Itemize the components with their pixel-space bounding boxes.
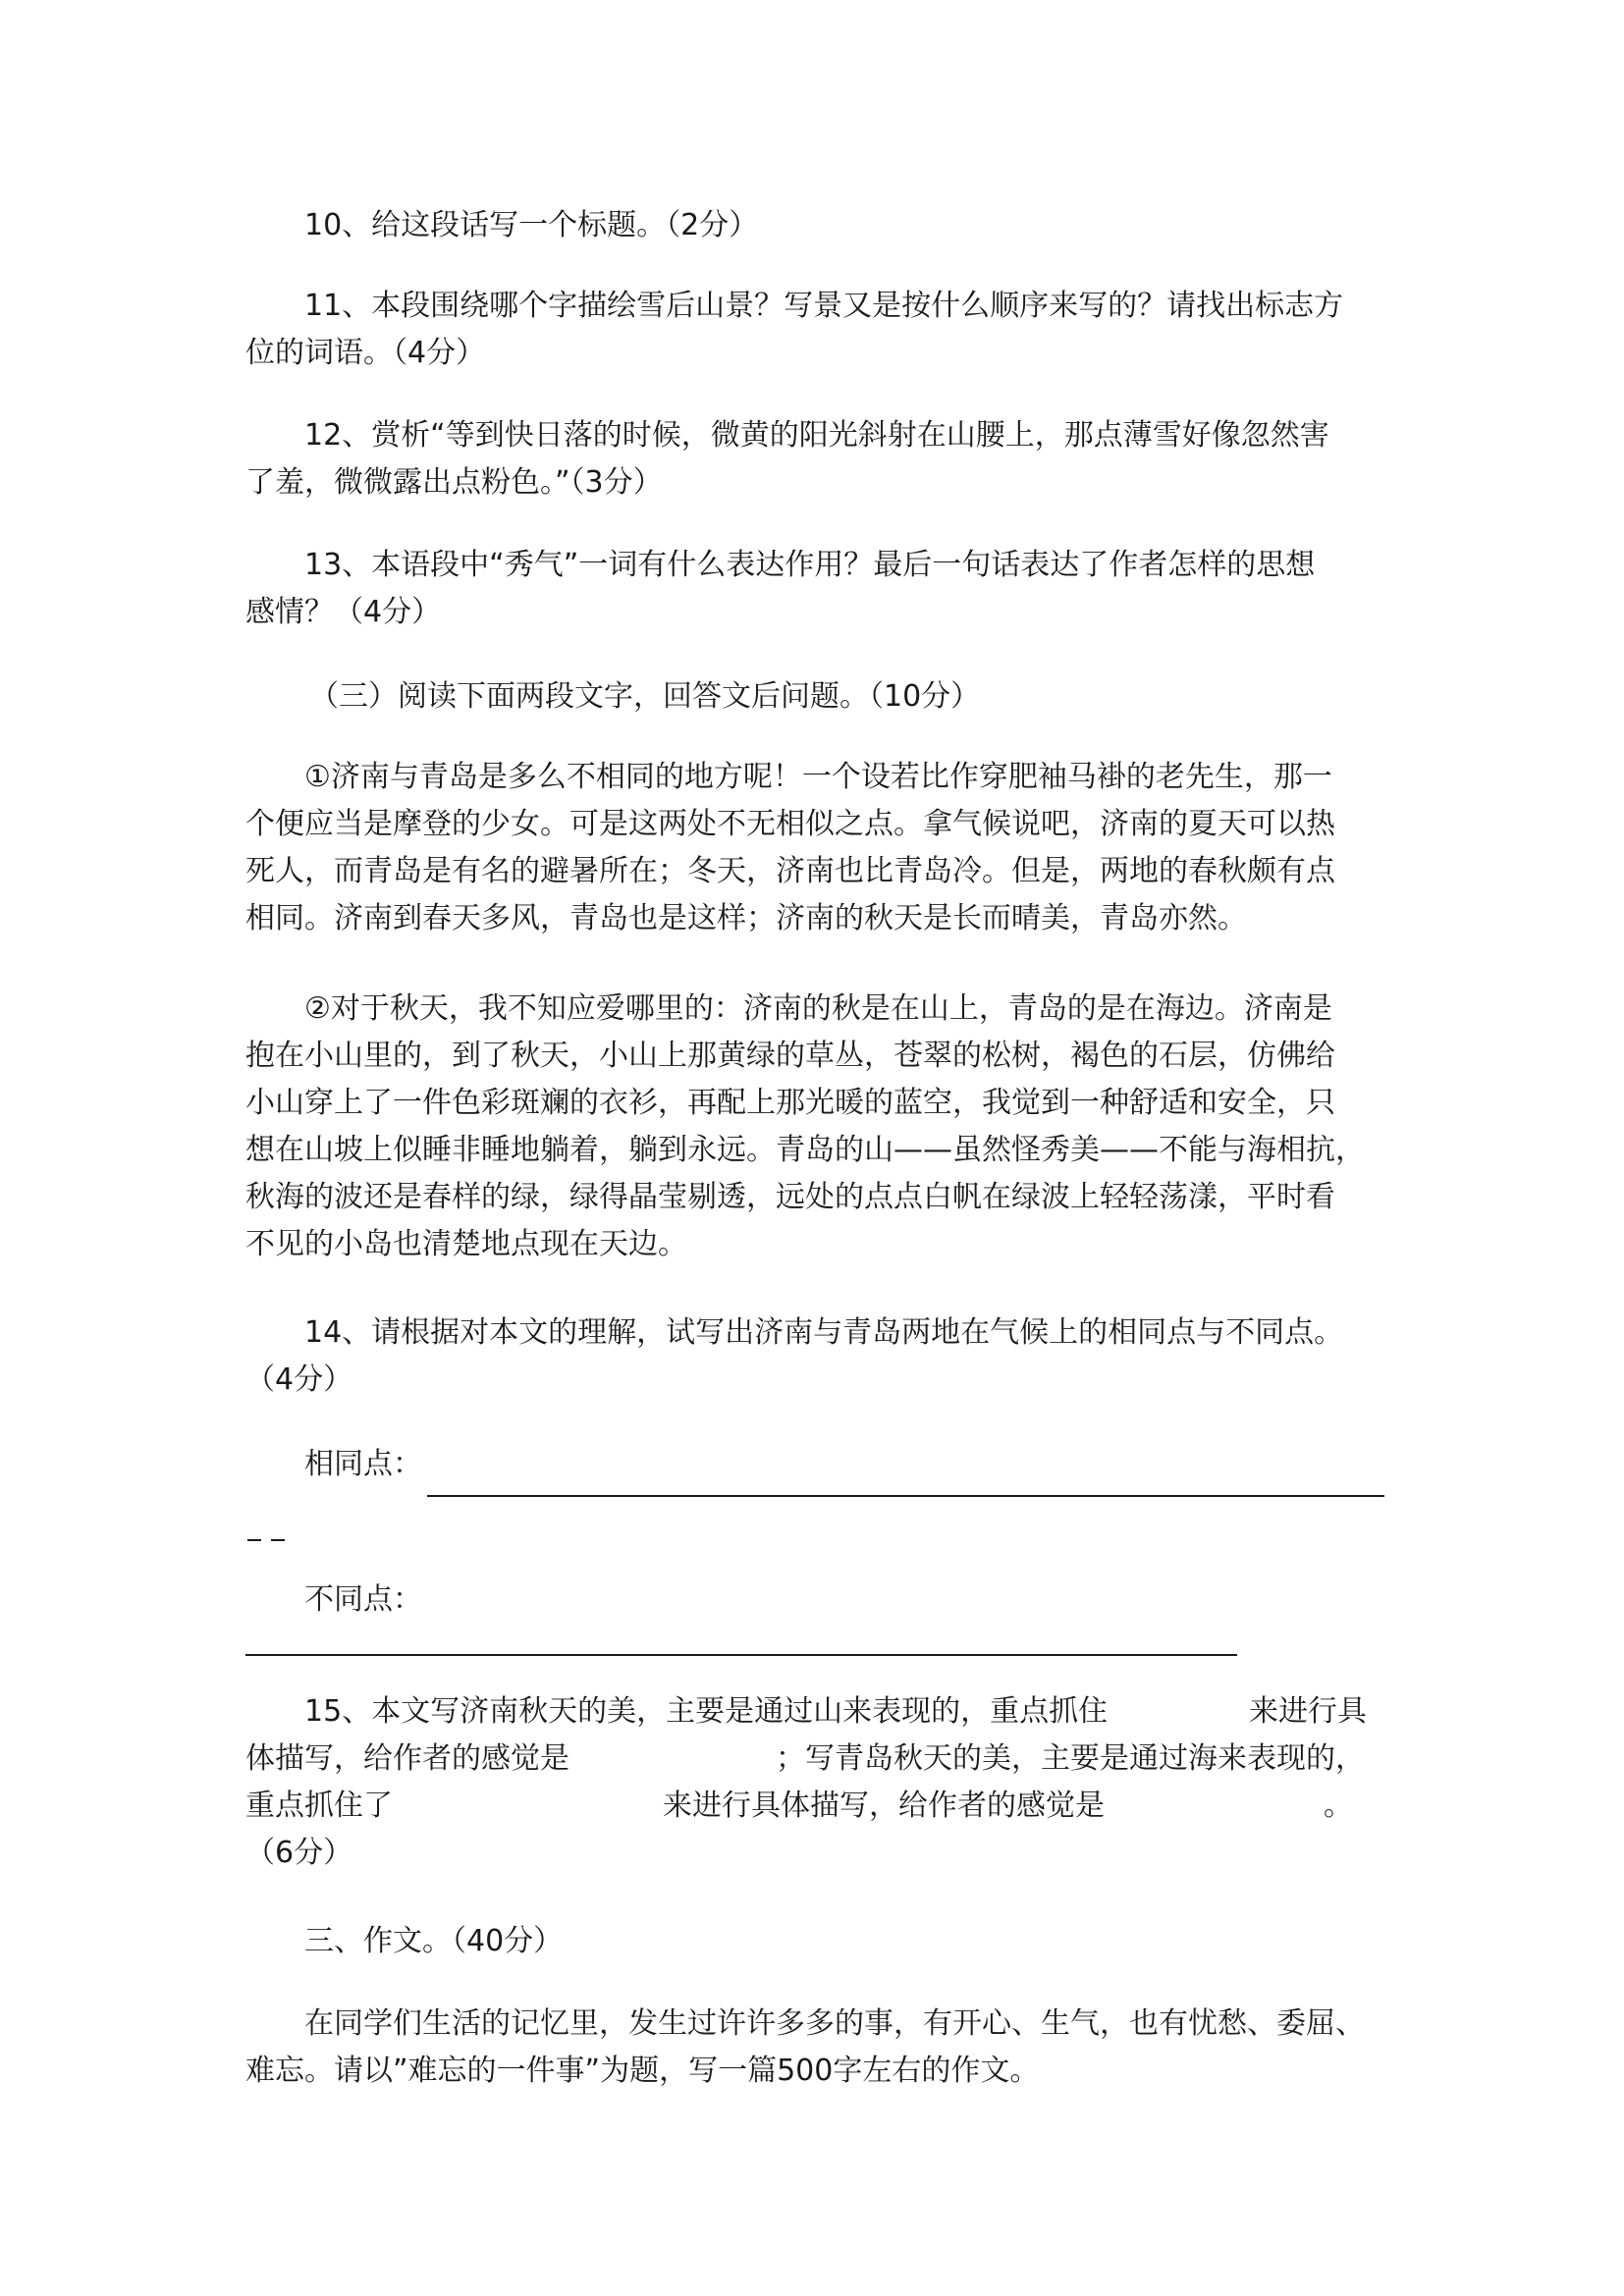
question-11-line-2: 位的词语。（4分） [245, 336, 486, 370]
question-15-line-2-end: ；写青岛秋天的美，主要是通过海来表现的， [776, 1741, 1365, 1776]
section-3-heading: （三）阅读下面两段文字，回答文后问题。（10分） [309, 679, 981, 714]
different-points-label: 不同点： [304, 1582, 422, 1617]
answer-line-dash [271, 1539, 285, 1541]
passage-paragraph-1-line: 相同。济南到春天多风，青岛也是这样；济南的秋天是长而晴美，青岛亦然。 [245, 901, 1247, 935]
different-points-answer-line[interactable] [245, 1654, 1237, 1656]
question-10: 10、给这段话写一个标题。（2分） [304, 208, 759, 242]
passage-paragraph-1-line: 死人，而青岛是有名的避暑所在；冬天，济南也比青岛冷。但是，两地的春秋颇有点 [245, 854, 1335, 888]
answer-line-dash [247, 1539, 261, 1541]
question-14-line-2: （4分） [245, 1362, 353, 1397]
same-points-answer-line[interactable] [427, 1495, 1384, 1497]
essay-heading: 三、作文。（40分） [304, 1924, 564, 1958]
passage-paragraph-2-line: ②对于秋天，我不知应爱哪里的：济南的秋是在山上，青岛的是在海边。济南是 [304, 991, 1332, 1026]
passage-paragraph-2-line: 秋海的波还是春样的绿，绿得晶莹剔透，远处的点点白帆在绿波上轻轻荡漾，平时看 [245, 1180, 1335, 1214]
passage-paragraph-2-line: 抱在小山里的，到了秋天，小山上那黄绿的草丛，苍翠的松树，褐色的石层，仿佛给 [245, 1039, 1335, 1073]
passage-paragraph-2-line: 不见的小岛也清楚地点现在天边。 [245, 1227, 687, 1261]
question-13-line-1: 13、本语段中“秀气”一词有什么表达作用？最后一句话表达了作者怎样的思想 [304, 548, 1316, 582]
question-15-line-3-start: 重点抓住了 [245, 1789, 393, 1823]
question-15-line-2-start: 体描写，给作者的感觉是 [245, 1741, 569, 1776]
passage-paragraph-1-line: 个便应当是摩登的少女。可是这两处不无相似之点。拿气候说吧，济南的夏天可以热 [245, 807, 1335, 841]
question-12-line-2: 了羞，微微露出点粉色。”（3分） [245, 465, 663, 500]
essay-prompt-line-2: 难忘。请以”难忘的一件事”为题，写一篇500字左右的作文。 [245, 2054, 1040, 2088]
question-12-line-1: 12、赏析“等到快日落的时候，微黄的阳光斜射在山腰上，那点薄雪好像忽然害 [304, 418, 1329, 453]
question-15-line-3-middle: 来进行具体描写，给作者的感觉是 [663, 1789, 1105, 1823]
passage-paragraph-2-line: 想在山坡上似睡非睡地躺着，躺到永远。青岛的山——虽然怪秀美——不能与海相抗， [245, 1133, 1365, 1167]
question-15-line-4: （6分） [245, 1836, 353, 1870]
question-15-line-3-end: 。 [1324, 1789, 1353, 1823]
question-14-line-1: 14、请根据对本文的理解，试写出济南与青岛两地在气候上的相同点与不同点。 [304, 1315, 1344, 1350]
passage-paragraph-2-line: 小山穿上了一件色彩斑斓的衣衫，再配上那光暖的蓝空，我觉到一种舒适和安全，只 [245, 1086, 1335, 1120]
passage-paragraph-1-line: ①济南与青岛是多么不相同的地方呢！一个设若比作穿肥袖马褂的老先生，那一 [304, 760, 1332, 794]
essay-prompt-line-1: 在同学们生活的记忆里，发生过许许多多的事，有开心、生气，也有忧愁、委屈、 [304, 2006, 1365, 2041]
same-points-label: 相同点： [304, 1447, 422, 1481]
question-15-line-1-start: 15、本文写济南秋天的美，主要是通过山来表现的，重点抓住 [304, 1694, 1109, 1729]
question-11-line-1: 11、本段围绕哪个字描绘雪后山景？写景又是按什么顺序来写的？请找出标志方 [304, 289, 1344, 323]
question-13-line-2: 感情？（4分） [245, 595, 442, 629]
question-15-line-1-end: 来进行具 [1249, 1694, 1367, 1729]
